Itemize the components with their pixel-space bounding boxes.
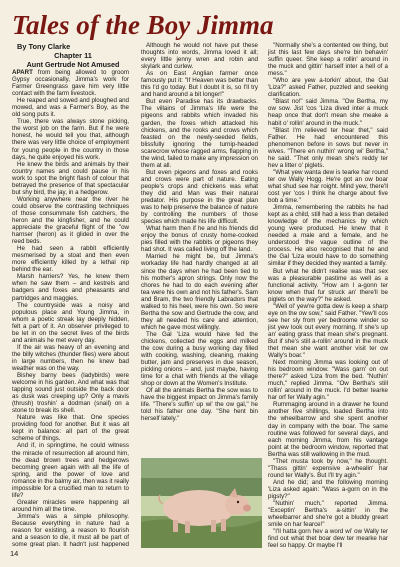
column-2 <box>141 42 258 454</box>
chapter-heading: Chapter 11 <box>54 51 92 60</box>
paragraph: He had seen a rabbit efficiently mesmerised by a stoat and then even more efficiently killed by a lethal nip behind the ear. <box>12 245 129 274</box>
paragraph: "Normally she's a contented ow thing, but jist this last few days she're bin behavin' suffin queer. She keep a rollin' around in the muck and gittin' harself inter a hell of a mess." <box>268 42 388 78</box>
paragraph: Married he might be, but Jimma's workaday life had hardly changed at all since the days when he had been tied to his mother's apron strings. Only now the chores he had to do each evening after tea were his own and not his father's. Sam and Bram, the two friendly Labradors that walked to his heel, were his own. So were Bertha the sow and Gertrude the cow, and they all needed his care and attention, which he gave most willingly. <box>141 253 258 331</box>
paragraph: "Blast I'm relieved ter hear thet," said Father. He had encountered this phenomenon before in sows but never in wives. "There en nuthin' wrong wi' Bertha," he said. "Thet only mean she's reddy ter hev a litter o' piglets. <box>268 126 388 169</box>
paragraph: Although he would not have put these thoughts into words, Jimma loved it all; every little jenny wren and robin and skylark and curlew. <box>141 42 258 71</box>
paragraph: "I'll hatta gorn hev a word wi' ow Wally ter find out what thet boar dew ter mearke har feel so happy. Or maybe I'll <box>268 528 388 550</box>
paragraph: If the air was heavy of an evening and the billy witches (thunder flies) were about in large numbers, then he knew bad weather was on the way. <box>12 343 129 372</box>
subheading: Aunt Gertrude Not Amused <box>26 60 120 69</box>
paragraph: Greater miracles were happening all around him all the time. <box>12 498 129 513</box>
paragraph: Bishey barny bees (ladybirds) were welcome in his garden. And what was that tapping sound just outside the back door as dusk was creeping up? Only a mavis (thrush) troshin' a dodman (snail) on a stone to break its shell. <box>12 372 129 415</box>
paragraph: He knew the birds and animals by their country names and could pause in his work to spot the bright flash of colour that betrayed the presence of that spectacular but shy bird, the jay, in a hedgerow. <box>12 160 129 196</box>
column-3 <box>268 42 388 555</box>
column-1 <box>12 42 129 547</box>
paragraph: True, there was always stone picking, the worst job on the farm. But if he were honest, he would tell you that, although there was very little choice of employment for young people in the country in those days, he quite enjoyed his work. <box>12 118 129 161</box>
paragraph: Of all the animals Bertha the sow was to have the biggest impact on Jimma's family life. "There's suffin' up wi' the ow gal," he told his father one day. "She hent bin herself lately." <box>141 387 258 423</box>
paragraph: The countryside was a noisy and populous place and Young Jimma, in whom a poetic streak lay deeply hidden, felt a part of it. An observer privileged to be let in on the secret lives of the birds and animals he met every day. <box>12 301 129 344</box>
paragraph: "Who are yew a-torkin' about, the Gal 'Liza?" asked Father, puzzled and seeking clarification. <box>268 77 388 99</box>
paragraph: And if, in springtime, he could witness the miracle of resurrection all around him, the dead brown trees and hedgerows becoming green again with all the life of spring, and the power of love and romance in the balmy air, then was it really impossible for a crucified man to return to life? <box>12 442 129 499</box>
paragraph: "Thet musta took by now," he thought. "Thass gittin' expensive a-whealin' har round ter Wally's. But I'll try agin." <box>268 457 388 479</box>
paragraph: But even Paradise has its drawbacks. The villains of Jimma's life were the pigeons and rabbits which invaded his garden, the foxes which attacked his chickens, and the rooks and crows which feasted on the newly-seeded fields, blissfully ignoring the turnip-headed scarecrow whose ragged arms, flapping in the wind, failed to make any impression on them at all. <box>141 98 258 169</box>
paragraph: "Nuthin' much," reported Jimma. "Exceptin' Bertha's a-sittin' in the wheelbarrer and she're got a bluddy greart smile on har fearce!" <box>268 500 388 529</box>
paragraph: Nature was like that. One species providing food for another. But it was all kept in balance: all part of the great scheme of things. <box>12 414 129 443</box>
paragraph: "What yew wanta dew is tearke har round ter ow Wally Hogg. He're got an ow boar what shud see har roight. Mind yew, there'll cost yer 'cos I think he charge about five bob a time." <box>268 168 388 205</box>
paragraph: And he did; and the following morning 'Liza asked again: "Wass a-gorn on in the pigsty?" <box>268 478 388 500</box>
paragraph: Jimma's was a simple philosophy. Because everything in nature had a reason for existing, a reason to flourish and a season to die, it must all be part of some great plan. It hadn't just happened <box>12 512 129 547</box>
article-title: Tales of the Boy Jimma <box>12 10 274 40</box>
paragraph: But even pigeons and foxes and rooks and crows were part of nature. Eating people's crops and chickens was what they did and Man was their natural predator. His purpose in the great plan was to help preserve the balance of nature by controlling the numbers of those species which made his life difficult. <box>141 168 258 226</box>
first-paragraph <box>12 69 129 97</box>
first-paragraph-text: from being allowed to groom Gypsy occasionally, Jimma's work for Farmer Greengrass gave him very little contact with the farm livestock. <box>12 69 129 98</box>
paragraph: The Gal 'Liza would have fed the chickens, collected the eggs and milked the cow during a busy working day filled with cooking, washing, cleaning, making butter, jam and preserves in due season, pickling onions – and, just maybe, having time for a chat with friends at the village shop or down at the Women's Institute. <box>141 330 258 388</box>
paragraph: As on East Anglian farmer once famously put it: "If Heaven was better than this I'd go today. But I doubt it is, so I'll try and hand around a bit longer!" <box>141 70 258 99</box>
paragraph: "Well ol' yew're gotta dew is keep a sharp eye on the ow sow," said Father. "Yew'll cos see her sly from yer bedroome winder so jist yew look out every morning. If she's up an' eating grass that mean she's pregnant. But if she's still a-rollin' around in the muck thet mean she want another visit ter ow Wally's boar." <box>268 302 388 360</box>
paragraph: What harm then if he and his friends did enjoy the bonus of crusty home-cooked pies filled with the rabbits or pigeons they had shot. It was called living off the land. <box>141 225 258 254</box>
paragraph: Marsh harriers? Yes, he knew them when he saw them – and kestrels and badgers and foxes and pheasants and partridges and maggies. <box>12 273 129 302</box>
paragraph: Working anywhere near the river he could observe the contrasting techniques of those consummate fish catchers, the heron and the kingfisher, and he could appreciate the graceful flight of the "ow harnser (heron) as it glided in over the reed beds. <box>12 195 129 246</box>
byline: By Tony Clarke <box>17 42 71 51</box>
paragraph: "Blast no!" said Jimma. "Ow Bertha, my ow sow. Jist 'cos 'Liza dived inter a muck heap once that don't mean she meake a habit o' rollin' around in the muck." <box>268 98 388 127</box>
paragraph: But what he didn't realise was that sex was a pleasurable pastime as well as a functional activity. "How am I a-gonn ter know when that fur struck an' there'll be piglets on the way?" he asked. <box>268 267 388 303</box>
sow-illustration <box>141 458 262 548</box>
paragraph: Rummaging around in a drawer he found another five shillings, loaded Bertha into the wheelbarrow and she spent another day in company with the boar. The same routine was followed for several days, and each morning Jimma, from his vantage point at the bedroom window, reported that Bertha was still wallowing in the mud. <box>268 401 388 458</box>
paragraph: Next morning Jimma was looking out of his bedroom window. "Wass garn' on out there?" asked 'Liza from the bed. "Nuthin' much," replied Jimma. "Ow Bertha's still rollin' around in the muck. I'd better tearke har orf fer Wally agin." <box>268 359 388 402</box>
lead-in: APART <box>12 69 33 76</box>
paragraph: Jimma, remembering the rabbits he had kept as a child, still had a less than detailed knowledge of the mechanics by which young were produced. He knew that it needed a male and a female, and he understood the vague outline of the process. He also recognised that he and the Gal 'Liza would have to do something similar if they decided they wanted a family. <box>268 204 388 268</box>
sow-photo <box>141 458 262 548</box>
paragraph: He reaped and sowed and ploughed and mowed, and was a Farmer's Boy, as the old song puts it. <box>12 97 129 119</box>
page-number: 14 <box>10 549 19 558</box>
